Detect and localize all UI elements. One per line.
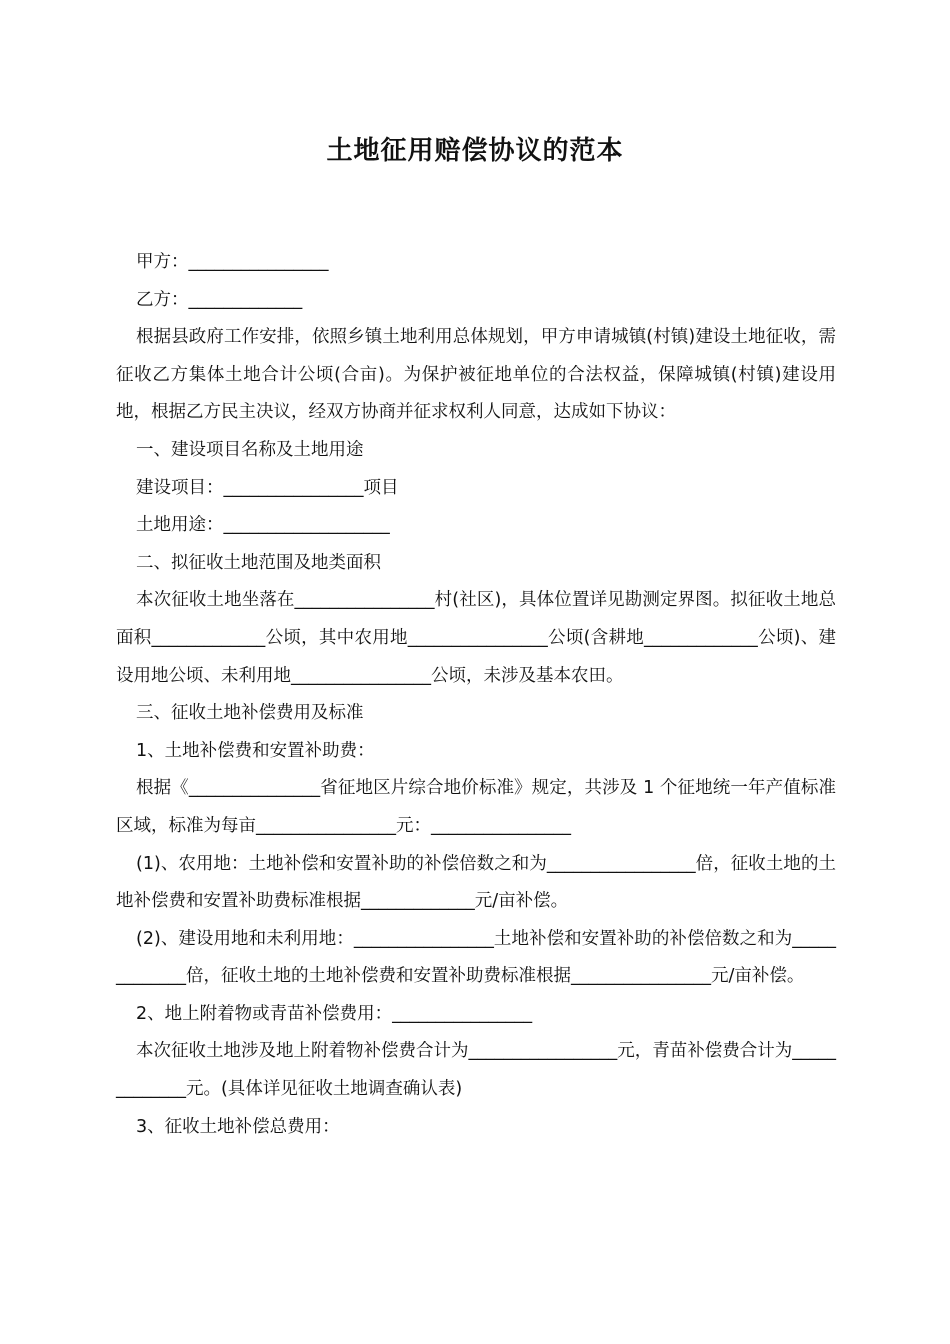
- document-title: 土地征用赔偿协议的范本: [326, 136, 624, 166]
- section-heading-2: 二、拟征收土地范围及地类面积: [136, 552, 381, 573]
- preamble-paragraph: 根据县政府工作安排，依照乡镇土地利用总体规划，甲方申请城镇(村镇)建设土地征收，需征收乙方集体土地合计公顷(合亩)。为保护被征地单位的合法权益，保障城镇(村镇)建设用地，根据乙方民主决议，经双方协商并征求权利人同意，达成如下协议：: [116, 327, 836, 423]
- project-name-line: 建设项目：________________项目: [136, 477, 399, 498]
- section-heading-3: 三、征收土地补偿费用及标准: [136, 703, 364, 724]
- price-standard-paragraph: 根据《_______________省征地区片综合地价标准》规定，共涉及 1 个征地统一年产值标准区域，标准为每亩________________元：________________: [116, 778, 836, 836]
- subsection-2-heading: 2、地上附着物或青苗补偿费用：________________: [136, 1003, 533, 1024]
- party-b-line: 乙方：_____________: [136, 289, 303, 310]
- land-scope-paragraph: 本次征收土地坐落在________________村(社区)，具体位置详见勘测定界图。拟征收土地总面积_____________公顷，其中农用地________________公顷(含耕地_____________公顷)、建设用地公顷、未利用地________________公顷，未涉及基本农田。: [116, 590, 836, 686]
- section-heading-1: 一、建设项目名称及土地用途: [136, 439, 364, 460]
- subsection-1-heading: 1、土地补偿费和安置补助费：: [136, 740, 375, 761]
- subsection-3-heading: 3、征收土地补偿总费用：: [136, 1116, 340, 1137]
- construction-land-paragraph: (2)、建设用地和未利用地：________________土地补偿和安置补助的补偿倍数之和为_____________倍，征收土地的土地补偿费和安置补助费标准根据________________元/亩补偿。: [116, 928, 836, 987]
- party-a-line: 甲方：________________: [136, 252, 329, 272]
- attachment-compensation-paragraph: 本次征收土地涉及地上附着物补偿费合计为_________________元，青苗补偿费合计为_____________元。(具体详见征收土地调查确认表): [116, 1041, 836, 1100]
- land-use-line: 土地用途：___________________: [136, 515, 390, 536]
- document-body: [116, 244, 836, 1146]
- farmland-paragraph: (1)、农用地：土地补偿和安置补助的补偿倍数之和为_________________倍，征收土地的土地补偿费和安置补助费标准根据_____________元/亩补偿。: [116, 853, 836, 912]
